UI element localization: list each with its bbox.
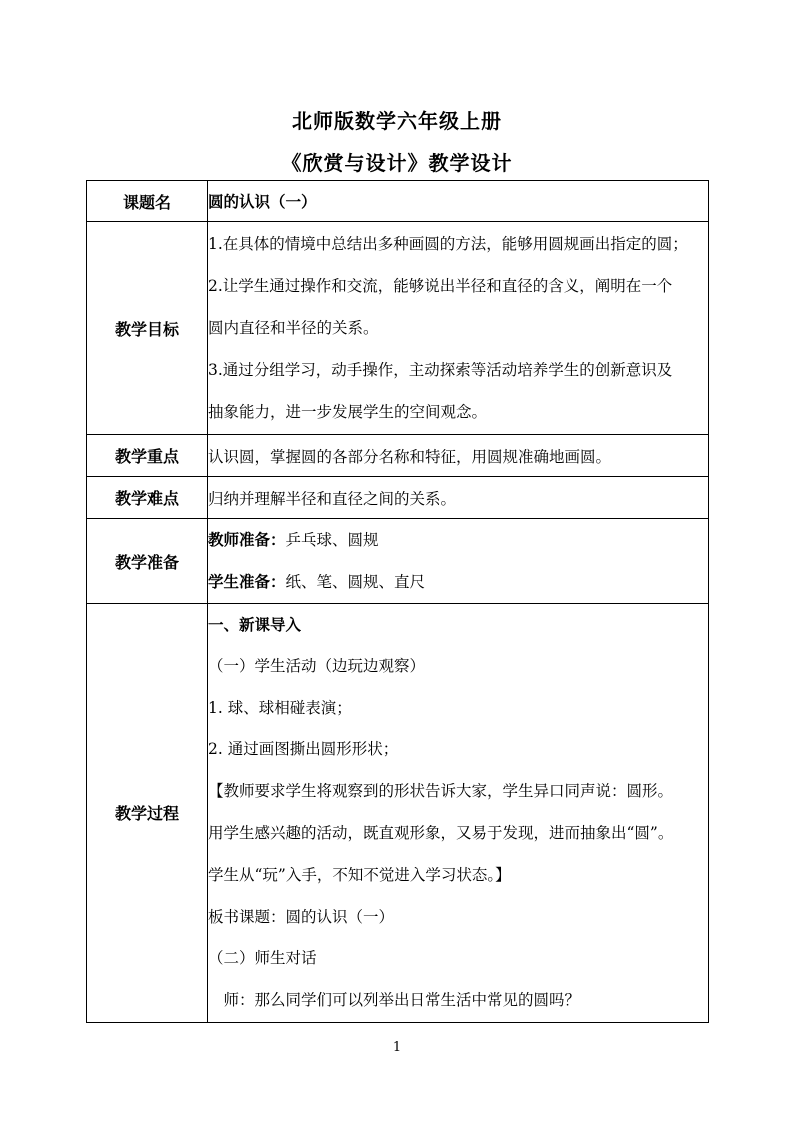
objective-line: 抽象能力，进一步发展学生的空间观念。: [208, 403, 488, 421]
table-row-objectives: [87, 222, 709, 435]
teacher-note: 用学生感兴趣的活动，既直观形象，又易于发现，进而抽象出“圆”。: [208, 823, 674, 842]
teacher-note: 【教师要求学生将观察到的形状告诉大家，学生异口同声说：圆形。: [208, 782, 674, 801]
objective-line: 2.让学生通过操作和交流，能够说出半径和直径的含义，阐明在一个: [208, 277, 673, 295]
table-row-preparation: [87, 519, 709, 604]
dialogue-line: 师：那么同学们可以列举出日常生活中常见的圆吗？: [208, 991, 581, 1010]
teacher-preparation: 教师准备：乒乓球、圆规: [208, 530, 379, 549]
objective-line: 3.通过分组学习，动手操作，主动探索等活动培养学生的创新意识及: [208, 361, 673, 379]
sub-heading: （二）师生对话: [208, 949, 317, 968]
student-preparation: 学生准备：纸、笔、圆规、直尺: [208, 572, 426, 591]
objectives-label: 教学目标: [87, 222, 208, 435]
document-subtitle: 《欣赏与设计》教学设计: [281, 151, 513, 175]
difficulties-value: 归纳并理解半径和直径之间的关系。: [208, 477, 709, 519]
key-points-label: 教学重点: [87, 435, 208, 477]
teacher-note: 学生从“玩”入手，不知不觉进入学习状态。】: [208, 865, 511, 884]
process-step: 2. 通过画图撕出圆形形状；: [208, 740, 399, 759]
process-content: [208, 604, 709, 1023]
lesson-plan-table: [86, 180, 709, 1023]
preparation-content: [208, 519, 709, 604]
process-step: 1. 球、球相碰表演；: [208, 698, 352, 717]
table-row-topic: [87, 181, 709, 222]
topic-value: 圆的认识（一）: [208, 181, 709, 222]
document-title: 北师版数学六年级上册: [292, 109, 502, 133]
board-title: 板书课题：圆的认识（一）: [208, 907, 395, 926]
table-row-key-points: [87, 435, 709, 477]
sub-heading: （一）学生活动（边玩边观察）: [208, 656, 426, 675]
process-label: 教学过程: [87, 604, 208, 1023]
difficulties-label: 教学难点: [87, 477, 208, 519]
preparation-label: 教学准备: [87, 519, 208, 604]
section-heading: 一、新课导入: [208, 615, 302, 634]
objective-line: 圆内直径和半径的关系。: [208, 319, 379, 337]
page-number: 1: [392, 1040, 402, 1055]
objective-line: 1.在具体的情境中总结出多种画圆的方法，能够用圆规画出指定的圆；: [208, 235, 688, 253]
table-row-process: [87, 604, 709, 1023]
table-row-difficulties: [87, 477, 709, 519]
objectives-content: [208, 222, 709, 435]
topic-label: 课题名: [87, 181, 208, 222]
key-points-value: 认识圆，掌握圆的各部分名称和特征，用圆规准确地画圆。: [208, 435, 709, 477]
